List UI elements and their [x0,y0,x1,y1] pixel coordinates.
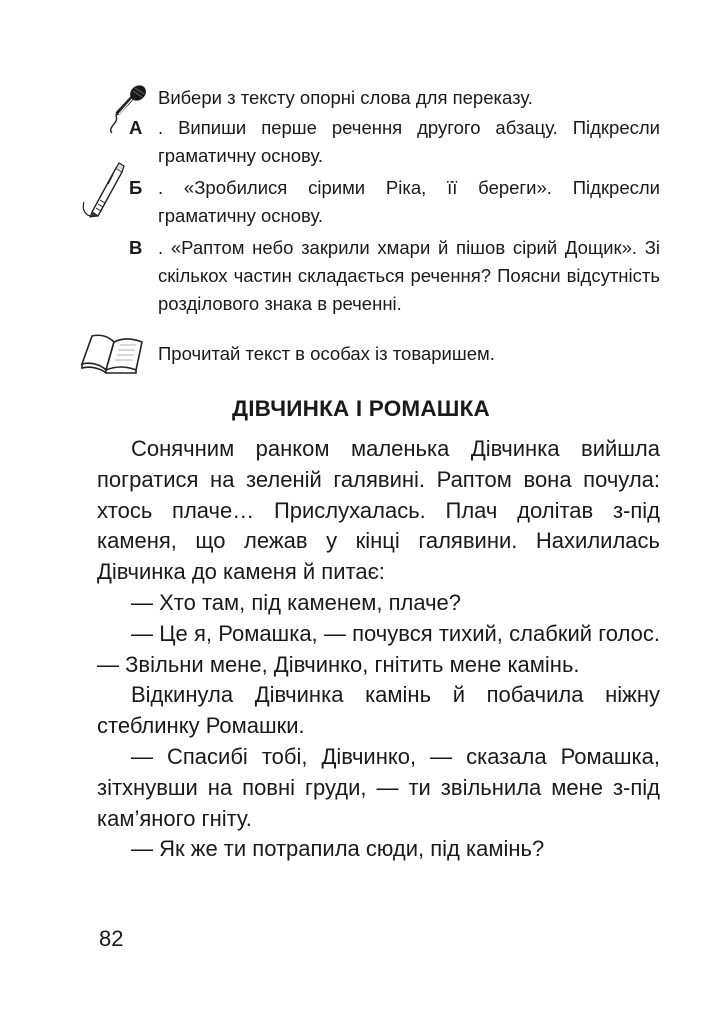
task-item-a [129,114,660,170]
task-letter-c: В [129,237,143,258]
task-text-c: . «Раптом небо закрили хмари й пішов сірий Дощик». Зі скількох частин складається речення? Поясни відсутність розділового знака в реченні. [158,237,660,314]
story-paragraph: — Це я, Ромашка, — почувся тихий, слабкий голос. — Звільни мене, Дівчинко, гнітить мене камінь. [97,620,660,677]
reading-instruction: Прочитай текст в особах із товаришем. [158,343,495,364]
story-paragraph: Сонячним ранком маленька Дівчинка вийшла погратися на зеленій галявині. Раптом вона почула: хтось плаче… Прислухалась. Плач долітав з-під каменя, що лежав у кінці галявини. Нахилилась Дівчинка до каменя й питає: [97,436,660,585]
task-item-c [129,234,660,318]
story-title: ДІВЧИНКА І РОМАШКА [231,396,491,421]
task-text-b: . «Зробилися сірими Ріка, її береги». Підкресли граматичну основу. [158,177,660,226]
microphone-icon [102,85,150,135]
task-text-a: . Випиши перше речення другого абзацу. Підкресли граматичну основу. [158,117,660,166]
story-text [97,434,660,865]
story-paragraph: — Спасибі тобі, Дівчинко, — сказала Ромашка, зітхнувши на повні груди, — ти звільнила мене з-під кам’яного гніту. [97,743,660,831]
story-paragraph: Відкинула Дівчинка камінь й побачила ніжну стеблинку Ромашки. [97,682,660,739]
story-paragraph: — Як же ти потрапила сюди, під камінь? [131,836,545,862]
story-paragraph: — Хто там, під каменем, плаче? [131,589,461,615]
task-intro: Вибери з тексту опорні слова для переказу. [158,87,533,108]
task-letter-b: Б [129,177,143,198]
task-item-b [129,174,660,230]
pen-icon [80,162,126,218]
open-book-icon [78,330,148,374]
task-letter-a: А [129,117,143,138]
tasks-block [129,84,660,322]
page-number: 82 [99,926,124,951]
